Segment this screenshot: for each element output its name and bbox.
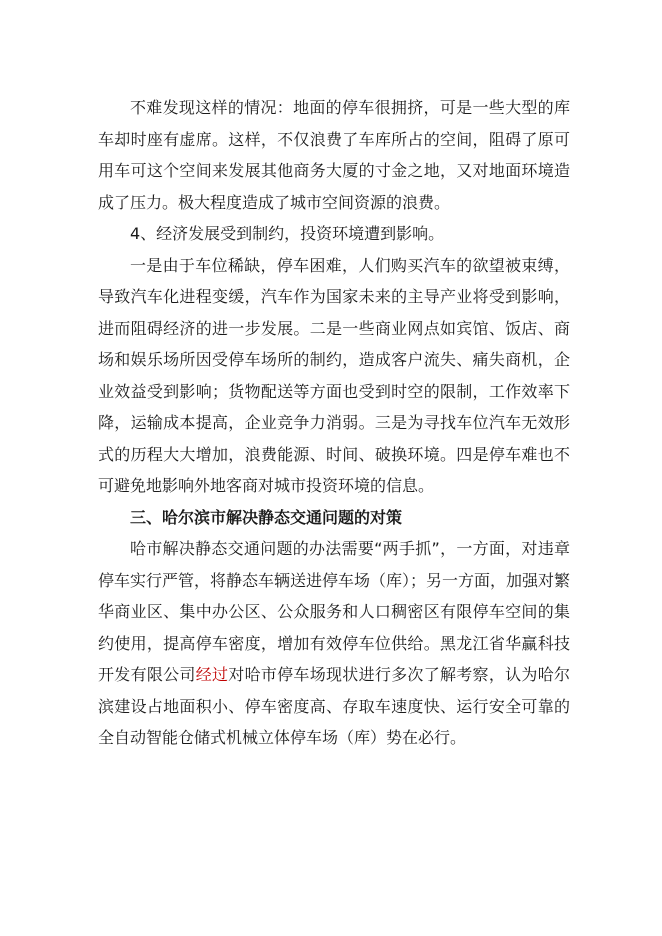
paragraph-text-before-highlight: 哈市解决静态交通问题的办法需要“两手抓”，一方面，对违章停车实行严管，将静态车辆送进停车场（库）；另一方面，加强对繁华商业区、集中办公区、公众服务和人口稠密区有限停车空间的集约使用，提高停车密度，增加有效停车位供给。黑龙江省华赢科技开发有限公司 [98, 539, 571, 684]
section-heading-3: 三、哈尔滨市解决静态交通问题的对策 [130, 507, 403, 527]
paragraph-section-4-title: 4、经济发展受到制约，投资环境遭到影响。 [130, 224, 445, 243]
paragraph-text-after-highlight: 对哈市停车场现状进行多次了解考察，认为哈尔滨建设占地面积小、停车密度高、存取车速度快、运行安全可靠的全自动智能仓储式机械立体停车场（库）势在必行。 [98, 665, 570, 747]
document-body [98, 92, 570, 754]
paragraph-harbin-solutions [98, 533, 570, 754]
highlighted-word: 经过 [195, 665, 229, 684]
paragraph-parking-waste: 不难发现这样的情况：地面的停车很拥挤，可是一些大型的库车却时座有虚席。这样，不仅浪费了车库所占的空间，阻碍了原可用车可这个空间来发展其他商务大厦的寸金之地，又对地面环境造成了压力。极大程度造成了城市空间资源的浪费。 [98, 98, 570, 212]
paragraph-economic-impact: 一是由于车位稀缺，停车困难，人们购买汽车的欲望被束缚，导致汽车化进程变缓，汽车作为国家未来的主导产业将受到影响，进而阻碍经济的进一步发展。二是一些商业网点如宾馆、饭店、商场和娱乐场所因受停车场所的制约，造成客户流失、痛失商机，企业效益受到影响；货物配送等方面也受到时空的限制，工作效率下降，运输成本提高，企业竞争力消弱。三是为寻找车位汽车无效形式的历程大大增加，浪费能源、时间、破换环境。四是停车难也不可避免地影响外地客商对城市投资环境的信息。 [98, 255, 570, 495]
